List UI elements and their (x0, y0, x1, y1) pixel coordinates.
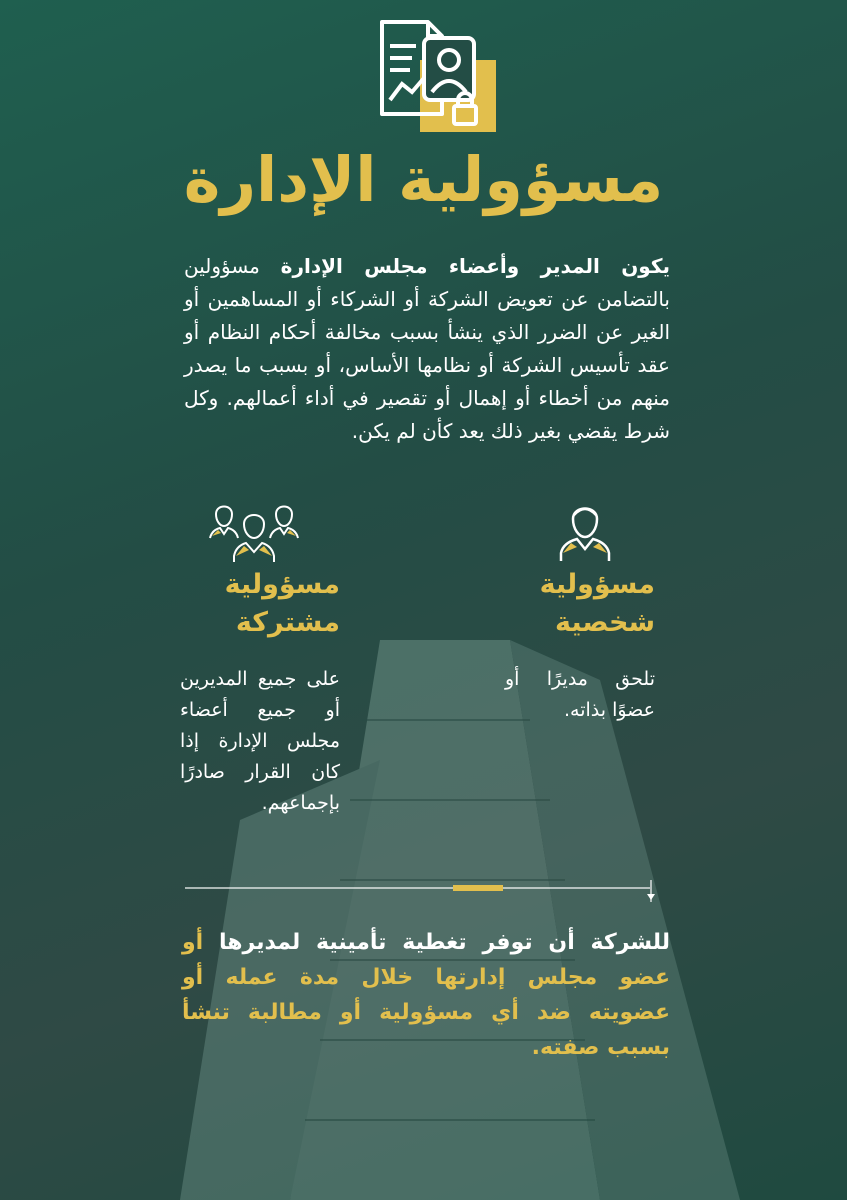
document-lock-icon (376, 18, 500, 134)
page-title: مسؤولية الإدارة (183, 143, 664, 216)
insurance-note-white: للشركة أن توفر تغطية تأمينية لمديرها (219, 930, 671, 955)
insurance-note (182, 925, 670, 1065)
group-people-icon (208, 498, 300, 564)
single-person-icon (557, 497, 613, 563)
section-divider (185, 880, 660, 904)
shared-responsibility-title: مسؤولية مشتركة (224, 569, 340, 638)
intro-bold-text: يكون المدير وأعضاء مجلس الإدارة (280, 254, 670, 278)
personal-responsibility-title: مسؤولية شخصية (539, 569, 655, 638)
intro-paragraph (184, 250, 670, 448)
personal-responsibility-text: تلحق مديرًا أو عضوًا بذاته. (505, 668, 655, 721)
shared-responsibility-text: على جميع المديرين أو جميع أعضاء مجلس الإدارة إذا كان القرار صادرًا بإجماعهم. (180, 668, 340, 814)
intro-text: مسؤولين بالتضامن عن تعويض الشركة أو الشركاء أو المساهمين أو الغير عن الضرر الذي ينشأ بسبب مخالفة أحكام النظام أو عقد تأسيس الشركة أو نظامها الأساس، أو بسبب ما يصدر منهم من أخطاء أو إهمال أو تقصير في أداء أعمالهم. وكل شرط يقضي بغير ذلك يعد كأن لم يكن. (184, 254, 670, 443)
insurance-note-gold: أو عضو مجلس إدارتها خلال مدة عمله أو عضويته ضد أي مسؤولية أو مطالبة تنشأ بسبب صفته. (182, 930, 670, 1060)
